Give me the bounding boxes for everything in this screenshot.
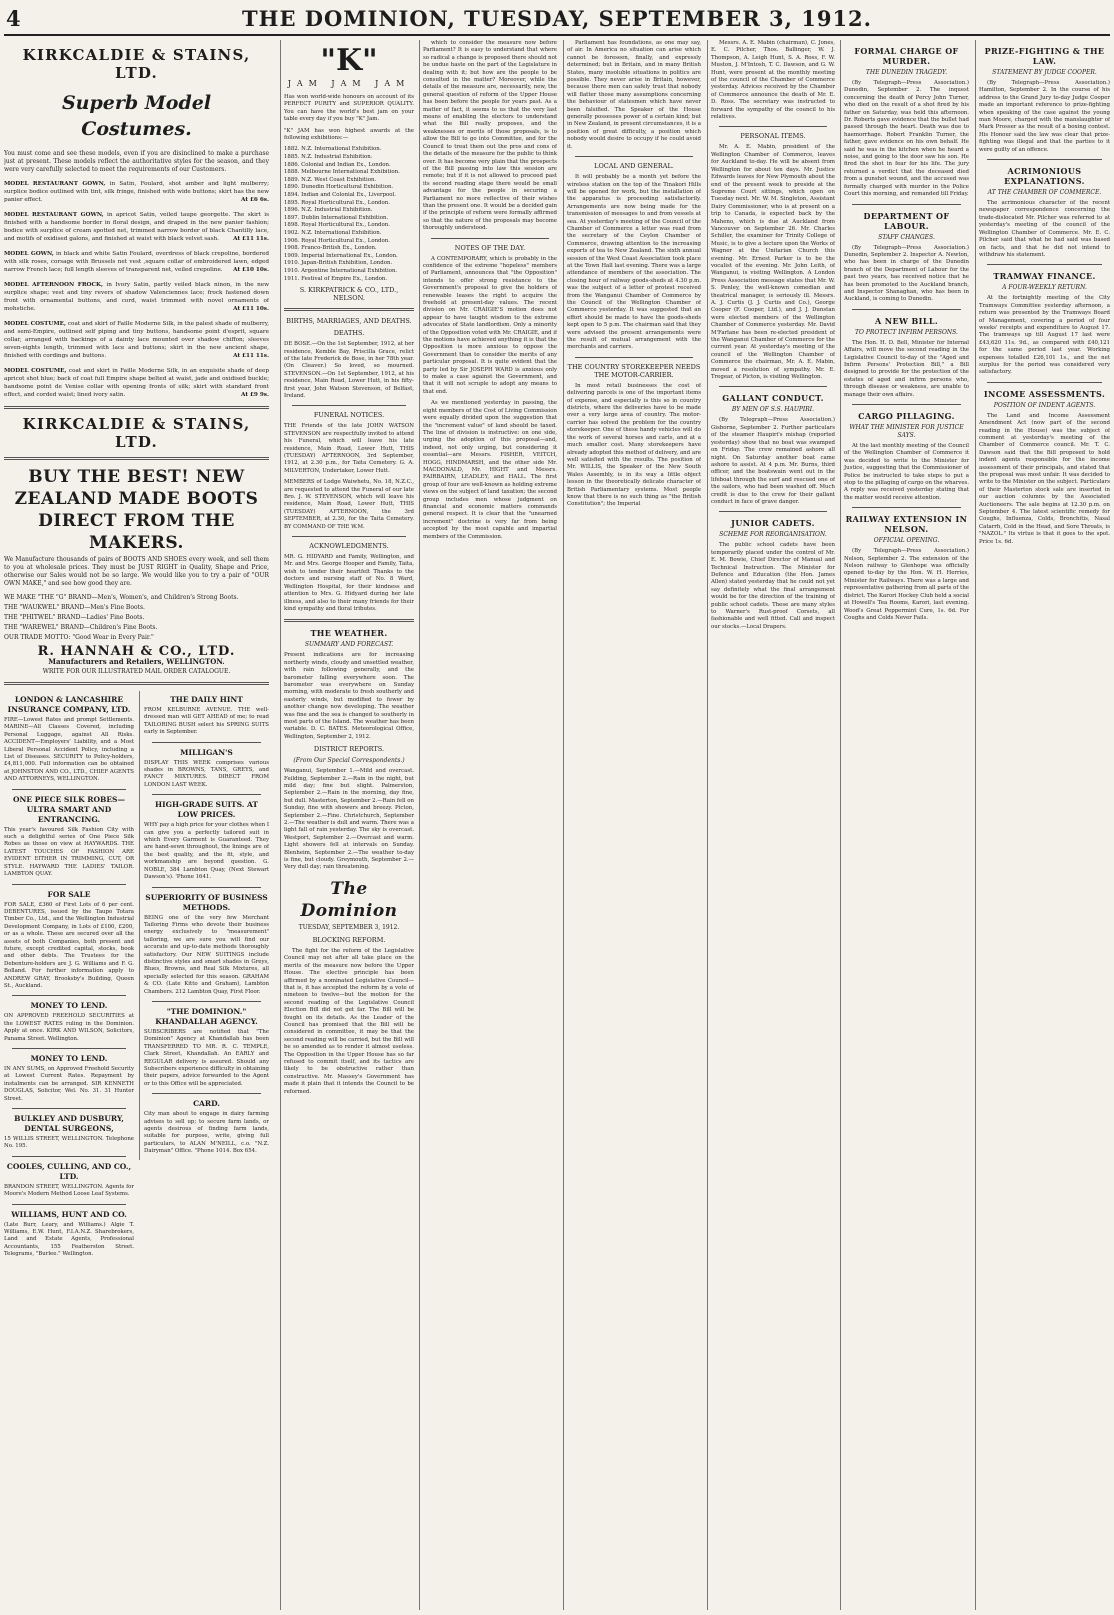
divider — [152, 1093, 261, 1094]
article-text: Parliament has foundations, as one may say, of air. In America no situation can arise which cannot be foreseen, finally, and expressly determined; but in Britain, and in many British States, many insoluble situations in politics are possible. They never arise in Britain, however, because there men can safely trust that nobody will flatter those many assumptions concerning the behaviour of statesmen which have never been falsified. The Speaker of the House generally possesses power of a certain kind; but in New Zealand, in present circumstances, it is a position of great difficulty, a position which nobody would desire to occupy if he could avoid it. — [567, 40, 701, 150]
deaths-text: DE BOSE.—On the 1st September, 1912, at her residence, Kemble Bay, Priscilla Grace, relict of the late Frederick de Bose, in her 78th year. (On Cleaver.) So loved, so mourned. STEVENSON.—On 1st September, 1912, at his residence, Main Road, Lower Hutt, in his fifty-first year, John Watson Stevenson, of Belfast, Ireland. — [284, 341, 414, 399]
funeral-heading: FUNERAL NOTICES. — [313, 411, 385, 420]
divider — [4, 682, 269, 685]
weather-text: Present indications are for increasing northerly winds, cloudy and unsettled weather, with rain following generally, and the barometer falling everywhere soon. The barometer was everywhere on Sunday morning, with moderate to fresh southerly and easterly winds, but modified to fewer by another change now developing. The weather was fine and the sea is changed to southerly in most parts of the Island. The weather has been variable. D. C. BATES. Meteorological Office, Wellington, September 2, 1912. — [284, 652, 414, 740]
divider — [12, 995, 126, 996]
cargo-text: At the last monthly meeting of the Council of the Wellington Chamber of Commerce it was decided to write to the Minister for Justice, suggesting that the Commissioner of Police be instructed to take steps to put a stop to the pillaging of cargo on the wharves. A reply was received yesterday stating that the matter would receive attention. — [844, 443, 969, 501]
murder-text: (By Telegraph—Press Association.) Dunedin, September 2. The inquest concerning the death of Percy John Turner, who died on the result of a shot fired by his father on Saturday, was held this afternoon. Dr. Roberts gave evidence that the bullet had passed through the heart. Death was due to haemorrhage. Robert Franklin Turner, the father, gave evidence on his own behalf. He said he was in the kitchen when he heard a noise, and going to the door saw his son. He fired the shot in fear for his life. The jury returned a verdict that the deceased died from a gunshot wound, and the accused was formally charged with murder in the Police Court this morning, and remanded till Friday. — [844, 80, 969, 198]
divider — [152, 1001, 261, 1002]
exhibition-item: 1882. N.Z. International Exhibition. — [284, 146, 382, 153]
ad-title: BULKLEY AND DUSBURY, DENTAL SURGEONS, — [14, 1114, 124, 1134]
prize-heading: PRIZE-FIGHTING & THE LAW. — [984, 46, 1105, 66]
editorial-heading: BLOCKING REFORM. — [312, 935, 386, 944]
bill-text: The Hon. H. D. Bell, Minister for Internal Affairs, will move the second reading in the Legislative Council to-day of the "Aged and Infirm Persons' Protection Bill," a Bill designed to provide for the protection of the estates of aged and infirm persons who, through disease or weakness, are unable to manage their own affairs. — [844, 339, 969, 398]
ad-text: 15 WILLIS STREET, WELLINGTON. Telephone No. 195. — [4, 1136, 134, 1150]
model-item: MODEL COSTUME, coat and skirt of Faille Moderne Silk, in the palest shade of mulberry, and semi-Empire, outlined self piping and tiny buttons, handsome point d'esprit, square collar, arranged with backings of a dainty lace mounted over shadow chiffon; sleeves seven-eights length, trimmed with lace and buttons; skirt in the new ancient shape, finished with cordings and buttons. At £11 11s. — [4, 321, 269, 359]
article-text: Messrs. A. E. Mabin (chairman), C. Jones, E. C. Pilcher, Thos. Ballinger, W. J. Thompson, A. Leigh Hunt, S. A. Ross, F. W. Muston, J. M'Intosh, T. C. Dawson, and G. W. Hunt, were present at the monthly meeting of the council of the Chamber of Commerce yesterday. Advices received by the Chamber of Commerce announce the death of Mr. E. D. Ross. The secretary was instructed to forward the sympathy of the council to his relatives. — [711, 40, 835, 121]
divider — [12, 1204, 126, 1205]
advert-split — [4, 691, 269, 1541]
k-footer: S. KIRKPATRICK & CO., LTD., NELSON. — [299, 286, 399, 303]
divider — [4, 406, 269, 409]
column-6 — [840, 40, 969, 1610]
gallant-sub: BY MEN OF S.S. HAUPIRI. — [731, 406, 815, 414]
jam-row: JAM JAM JAM — [287, 79, 411, 88]
ad-text: BRANDON STREET, WELLINGTON. Agents for Moore's Modern Method Loose Leaf Systems. — [4, 1183, 134, 1198]
ack-heading: ACKNOWLEDGMENTS. — [309, 542, 389, 551]
personal-text: Mr. A. E. Mabin, president of the Wellington Chamber of Commerce, leaves for Auckland to-day. He will be absent from Wellington for about ten days. Mr. Justice Edwards leaves for New Plymouth about the end of the present week to preside at the Supreme Court sittings, which open on Tuesday next. Mr. W. M. Singleton, Assistant Dairy Commissioner, who is at present on a trip to Canada, is expected back by the Maheno, which is due at Auckland from Vancouver on September 26. Mr. Charles Schiller, the examiner for Trinity College of Music, is to give a lecture upon the Works of Wagner at the Unitarian Church this evening. Mr. Ernest Parker is to be the vocalist of the evening. Mr. John Leith, of Wanganui, is visiting Wellington. A London Press Association message states that Mr. W. S. Penley, the well-known comedian and theatrical manager, is seriously ill. Messrs. A. J. Curtis (J. J. Curtis and Co.), George Cooper (F. Cooper, Ltd.), and J. J. Dunstan were elected members of the Wellington Chamber of Commerce yesterday. Mr. David M'Farlane has been re-elected president of the Wanganui Chamber of Commerce for the current year. At yesterday's meeting of the council of the Wellington Chamber of Commerce the chairman, Mr. A. E. Mabin, moved a resolution of sympathy. Mr. E. Tregear, of Picton, is visiting Wellington. — [711, 144, 835, 381]
k-intro: Has won world-wide honours on account of its PERFECT PURITY and SUPERIOR QUALITY. You can have the world's best jam on your table every day if you buy "K" Jam. — [284, 94, 414, 123]
ad-title: SUPERIORITY OF BUSINESS METHODS. — [145, 892, 268, 912]
divider — [292, 536, 406, 537]
ad-text: WHY pay a high price for your clothes when I can give you a perfectly tailored suit in which Every Garment is Guaranteed. They are hand-sewn throughout, the linings are of the best quality, and the fit, style, and workmanship are beyond question. G. NOBLE, 384 Lambton Quay, (Next Stewart Dawson's). 'Phone 1641. — [144, 822, 269, 881]
divider — [284, 308, 414, 311]
advert-left-column — [4, 691, 134, 1263]
model-item: MODEL GOWN, in black and white Satin Foulard, overdress of black crepoline, bordered with silk roses, corsage with Brussels net vest ,square collar of embroidered lawn, edged narrow French lace; full length sleeves of transparent net, veiled crepoline. At £10 10s. — [4, 251, 269, 273]
cadets-heading: JUNIOR CADETS. — [731, 518, 815, 529]
divider — [152, 742, 261, 743]
divider — [575, 357, 693, 358]
ad-text: City man about to engage in dairy farming advises to sell up; to secure farm lands, or agents desirous of finding farm lands, suitable for purpose, write, giving full particulars, to ALAN M'NEILL, c.o. "N.Z. Dairyman" Office. "Phone 1014. Box 654. — [144, 1111, 269, 1155]
divider — [12, 1048, 126, 1049]
ad-title: FOR SALE — [47, 889, 91, 899]
district-sub: (From Our Special Correspondents.) — [293, 757, 405, 765]
divider — [431, 238, 549, 239]
ad-title: ONE PIECE SILK ROBES— ULTRA SMART AND ENTRANCING. — [13, 794, 125, 824]
divider — [987, 159, 1102, 160]
murder-sub: THE DUNEDIN TRAGEDY. — [865, 69, 948, 76]
income-text: The Land and Income Assessment Amendment Act (now part of the second reading in the House) was the subject of comment at yesterday's meeting of the Chamber of Commerce council. Mr. T. C. Dawson said that the Bill proposed to hold indent agents responsible for the income assessment of their principals, and stated that the proposal was most unfair. It was decided to write to the Minister on the subject. Particulars of their Masterton stock sale are inserted in our auction columns by the Associated Auctioneers. The sale begins at 12.30 p.m. on September 4. The latest scientific remedy for Coughs, Influenza, Colds, Bronchitis, Nasal Catarrh, Cold in the Head, and Sore Throats, is "NAZOL." Its virtue is that it goes to the spot. Price 1s. 6d. — [979, 412, 1110, 545]
advert-right-column — [139, 691, 269, 1160]
column-7 — [975, 40, 1110, 1610]
boots-line: THE "PHITWEL" BRAND—Ladies' Fine Boots. — [4, 614, 145, 621]
hannah-sub2: WRITE FOR OUR ILLUSTRATED MAIL ORDER CATALOGUE. — [42, 668, 231, 675]
exhibition-item: 1896. N.Z. Industrial Exhibition. — [284, 207, 373, 214]
ad-text: This year's favoured Silk Fashion City with such a delightful series of One Piece Silk Robes as those on view at HAYWARDS. THE LATEST TOUCHES OF FASHION ARE EVIDENT EITHER IN TRIMMING, CUT, OR STYLE. HAYWARD THE LADIES' TAILOR. LAMBTON QUAY. — [4, 826, 134, 878]
divider — [852, 309, 961, 310]
railway-text: (By Telegraph—Press Association.) Nelson, September 2. The extension of the Nelson railway to Glenhope was officially opened to-day by the Hon. W. H. Herries, Minister for Railways. There was a large and representative gathering from all parts of the district. The Karori Hockey Club held a social at Howell's Tea Rooms, Karori, last evening. Wood's Great Peppermint Cure, 1s. 6d. For Coughs and Colds Never Fails. — [844, 548, 969, 621]
divider — [987, 264, 1102, 265]
notes-heading: NOTES OF THE DAY. — [454, 243, 526, 252]
model-item: MODEL AFTERNOON FROCK, in Ivory Satin, partly veiled black ninon, in the new surplice shape; vest and tiny revers of shadow Valenciennes lace; frock fastened down front with ornamental buttons, and cord, waist trimmed with novel ornaments of mohstiche. At £11 10s. — [4, 282, 269, 312]
dateline: TUESDAY, SEPTEMBER 3, 1912. — [298, 923, 400, 931]
ad-text: FIRE—Lowest Rates and prompt Settlements. MARINE—All Classes Covered, including Personal Luggage, against All Risks. ACCIDENT—Employers' Liability, and a Most Liberal Personal Accident Policy, including a List of Diseases. SECURITY to Policy-holders, £4,811,000. Full information can be obtained at JOHNSTON AND CO., LTD., CHIEF AGENTS AND ATTORNEYS, WELLINGTON. — [4, 717, 134, 783]
divider — [719, 126, 827, 127]
bill-heading: A NEW BILL. — [874, 315, 939, 326]
ad-text: ON APPROVED FREEHOLD SECURITIES at the LOWEST RATES ruling in the Dominion. Apply at once. KIRK AND WILSON, Solicitors, Panama Street. Wellington. — [4, 1013, 134, 1042]
article-text-2: As we mentioned yesterday in passing, the eight members of the Cost of Living Commission were equally divided upon the suggestion that the "increment value" of land should be taxed. The line of division is instructive: on one side, urging the adoption of this proposal—and, indeed, not only urging, but considering it essential—are Messrs. FISHER, VEITCH, HOGG, HINDMARSH, and the other side Mr. MACDONALD, Mr. HIGHT and Messrs. FAIRBAIRN, LEADLEY, and HALL. The first group of four are well-known as holding extreme views on the subject of land taxation; the second group includes men whose judgment on financial and economic matters commands general respect. It is clear that the "unearned increment" doctrine is very far from being accepted by the most capable and impartial members of the Commission. — [423, 400, 557, 540]
ad-title: LONDON & LANCASHIRE INSURANCE COMPANY, LTD. — [7, 695, 131, 714]
ad-text: IN ANY SUMS, on Approved Freehold Security at Lowest Current Rates. Repayment by instalments can be arranged. SIR KENNETH DOUGLAS, Solicitor, Wel. No. 31. 31 Hunter Street. — [4, 1066, 134, 1102]
railway-heading: RAILWAY EXTENSION IN NELSON. — [845, 514, 968, 535]
exhibition-item: 1890. Dunedin Horticultural Exhibition. — [284, 184, 394, 191]
personal-heading: PERSONAL ITEMS. — [740, 132, 806, 141]
column-2 — [280, 40, 414, 1610]
exhibition-item: 1906. Royal Horticultural Ex., London. — [284, 237, 390, 244]
page-number: 4 — [6, 6, 21, 31]
exhibition-item: 1897. Dublin International Exhibition. — [284, 214, 389, 221]
tramway-sub: A FOUR-WEEKLY RETURN. — [1002, 284, 1087, 292]
ad-text: FROM KELBURNE AVENUE. THE well-dressed man will GET AHEAD of me; to read TAILORING BUSH select his SPRING SUITS early in September. — [144, 707, 269, 736]
exhibition-item: 1888. Melbourne International Exhibition. — [284, 169, 400, 176]
exhibition-item: 1908. Franco-British Ex., London. — [284, 245, 377, 252]
exhibition-list — [284, 146, 414, 283]
model-item: MODEL RESTAURANT GOWN, in apricot Satin, veiled taupe georgette. The skirt is finished with a handsome border in floral design, and draped in the new panier fashion; bodice with surplice of cream spotted net, trimmed narrow border of black Chantilly lace, and motifs of oxidised galons, and finished at waist with black velvet sash. At £11 11s. — [4, 212, 269, 242]
ad-title: MILLIGAN'S — [180, 747, 233, 757]
ad-title: MONEY TO LEND. — [30, 1054, 108, 1063]
ad-title: CARD. — [193, 1099, 220, 1109]
gallant-text: (By Telegraph—Press Association.) Gisborne, September 2. Further particulars of the steamer Haupiri's mishap (reported yesterday) show that no boat was swamped on Friday. The crew remained ashore all night. On Saturday another boat came ashore to assist. At 4 p.m. Mr. Burns, third officer, and the boatswain went out in the lifeboat through the surf and rescued one of the sailors, who had been washed off. Much credit is due to the crew for their gallant conduct in face of grave danger. — [711, 417, 835, 505]
article-text: which to consider the measure now before Parliament? It is easy to understand that where so radical a change is proposed there should not be undue haste on the part of the Legislature in dealing with it; but how are the people to be consulted in the matter? Moreover, while the details of the measure are, necessarily, new, the general question of reform of the Upper House has been before the people for years past. As a matter of fact, it seems to us that the very last means of enabling the electors to understand what the Bill really proposes, and the weaknesses or merits of those proposals, is to allow the Bill to go into Committee, and for the Council to treat them out the pros and cons of the details of the measure for the public to think over. It has become very plain that the prospects of the Bill passing into law this session are remote; but if it is not allowed to proceed past its second reading stage there would be small advantage for the people in securing a Parliament no more reflective of their wishes than the present one. It would be a decided gain if the principle of reform were formally affirmed so that the nature of the proposals may become thoroughly understood. — [423, 40, 557, 232]
exhibition-item: 1886. Colonial and Indian Ex., London. — [284, 161, 391, 168]
tramway-heading: TRAMWAY FINANCE. — [993, 271, 1096, 282]
model-item: MODEL RESTAURANT GOWN, in Satin, Foulard, shot amber and light mulberry; surplice bodice outlined with tint, silk fringe, finished with wide buttons; skirt has the new panier effect. At £6 6s. — [4, 181, 269, 203]
ad-text: (Late Burr, Leary, and Williams.) Algie T. Williams, E.W. Hunt, F.I.A.N.Z. Sharebrokers, Land and Estate Agents, Professional Accountants, 155 Featherston Street. Telegrams, "Burlee." Wellington. — [4, 1221, 134, 1258]
deaths-heading: DEATHS. — [333, 329, 365, 338]
exhibition-item: 1885. N.Z. Industrial Exhibition. — [284, 154, 373, 161]
divider — [719, 511, 827, 512]
labour-sub: STAFF CHANGES. — [878, 233, 935, 241]
district-heading: DISTRICT REPORTS. — [313, 745, 385, 754]
k-highest: "K" JAM has won highest awards at the following exhibitions:— — [284, 127, 414, 142]
prize-sub: STATEMENT BY JUDGE COOPER. — [992, 69, 1097, 76]
divider — [852, 404, 961, 405]
divider — [152, 887, 261, 888]
bmd-heading: BIRTHS, MARRIAGES, AND DEATHS. — [286, 317, 412, 326]
exhibition-item: 1902. N.Z. International Exhibition. — [284, 229, 382, 236]
boots-title: BUY THE BEST! NEW ZEALAND MADE BOOTS DIRECT FROM THE MAKERS. — [14, 467, 259, 553]
ad-text: BEING one of the very few Merchant Tailoring Firms who devote their business energy exclusively to "measurement" tailoring, we are sure you will find our accurate and up-to-date methods thoroughly satisfactory. Our NEW SUITINGS include distinctive styles and smart shades in Greys, Blues, Browns, and Real Silk Mixtures, all specially selected for this season. GRAHAM & CO. (Late Kitto and Graham), Lambton Chambers. 212 Lambton Quay, First Floor. — [144, 914, 269, 995]
divider — [152, 794, 261, 795]
local-heading: LOCAL AND GENERAL. — [594, 162, 674, 171]
prize-text: (By Telegraph—Press Association.) Hamilton, September 2. In the course of his address to the Grand Jury to-day Judge Cooper made an important reference to prize-fighting when speaking of the case against the young man Moore, charged with the manslaughter of Mark Prosser as the result of a boxing contest. His Honour said the law was clear that prize-fighting was illegal and that the parties to it were guilty of an offence. — [979, 80, 1110, 153]
divider — [292, 405, 406, 406]
divider — [12, 789, 126, 790]
divider — [852, 204, 961, 205]
model-item: MODEL COSTUME, coat and skirt in Faille Moderne Silk, in an exquisite shade of deep apricot shot blue; back of coat full Empire shape belted at waist, jade and oxidised buckle; handsome point de Venise collar with opening fronts of silk; skirt with standard front effect, and corded waist; lined ivory satin. At £9 9s. — [4, 368, 269, 398]
editorial-text: The fight for the reform of the Legislative Council may not after all take place on the merits of the measure now before the Upper House. The elective principle has been affirmed by a nominated Legislative Council—that is, it has accepted the reform by a vote of nineteen to twelve—but the motion for the second reading of the Legislative Council Election Bill did not get far. The Bill will be fought on its details. As the Leader of the Council has promised that the Bill will be considered in committee, it may be that the second reading will be carried, but the Bill will be so amended as to render it almost useless. The Opposition in the Upper House has so far refused to commit itself, and its tactics are likely to be obstructive rather than constructive. Mr. Massey's Government has made it plain that it intends the Council to be reformed. — [284, 947, 414, 1095]
boots-intro: We Manufacture thousands of pairs of BOOTS AND SHOES every week, and sell them to you at wholesale prices. They must be JUST RIGHT in Quality, Shape and Price, otherwise our Sales would not be so large. We would like you to try a pair of "OUR OWN MAKE," and see how good they are. — [4, 556, 269, 587]
local-text: It will probably be a month yet before the wireless station on the top of the Tinakori Hills will be opened for work, but the installation of the apparatus is proceeding satisfactorily. Arrangements are now being made for the transmission of messages to and from vessels at sea. At yesterday's meeting of the Council of the Chamber of Commerce a letter was read from the secretary of the Ceylon Chamber of Commerce, drawing attention to the increasing exports of tea to New Zealand. The sixth annual session of the West Coast Association took place at the Town Hall last evening. There was a large attendance of members of the association. The closing hour of railway goods-sheds at 4.30 p.m. was the subject of a letter of protest received from the Wanganui Chamber of Commerce by the Council of the Wellington Chamber of Commerce yesterday. It was suggested that an effort should be made to have the goods-sheds kept open to 5 p.m. The chairman said that they were advised the present arrangements were the result of mutual arrangement with the merchants and carriers. — [567, 174, 701, 351]
advert-column — [4, 40, 269, 1610]
exhibition-item: 1895. Royal Horticultural Ex., London. — [284, 199, 390, 206]
storekeeper-heading: THE COUNTRY STOREKEEPER NEEDS THE MOTOR-CARRIER. — [567, 362, 701, 379]
masthead-rule — [4, 34, 1110, 36]
acrimonious-text: The acrimonious character of the recent newspaper correspondence concerning the trade-dislocated Mr. Pilcher was referred to at yesterday's meeting of the council of the Wellington Chamber of Commerce. Mr. E. C. Pilcher said that what he had said was based on facts, and that he did not intend to withdraw his statement. — [979, 200, 1110, 258]
weather-sub: SUMMARY AND FORECAST. — [304, 641, 394, 649]
boots-line: WE MAKE "THE "G" BRAND—Men's, Women's, and Children's Strong Boots. — [4, 594, 239, 601]
newspaper-title: THE DOMINION, TUESDAY, SEPTEMBER 3, 1912. — [242, 6, 872, 31]
weather-heading: THE WEATHER. — [310, 628, 388, 639]
exhibition-item: 1894. Indian and Colonial Ex., Liverpool. — [284, 192, 396, 198]
kirkcaldie-heading-2: KIRKCALDIE & STAINS, LTD. — [22, 415, 251, 451]
exhibition-item: 1909. Imperial International Ex., London. — [284, 252, 398, 259]
exhibition-item: 1911. Festival of Empire Ex., London. — [284, 275, 388, 282]
acrimonious-heading: ACRIMONIOUS EXPLANATIONS. — [1004, 166, 1085, 187]
k-jam-logo: "K" — [320, 43, 378, 78]
ad-text: DISPLAY THIS WEEK comprises various shades in BROWNS, TANS, GREYS, and FANCY MIXTURES. DIRECT FROM LONDON LAST WEEK. — [144, 759, 269, 788]
tramway-text: At the fortnightly meeting of the City Tramways Committee yesterday afternoon, a return was presented by the Tramways Board of Management, covering a period of four weeks' receipts and expenditure to August 17. The tramways up till August 17 last were £43,620 11s. 9d., as compared with £40,121 for the same period last year. Working expenses totalled £26,101 1s., and the net surplus for the period was considered very satisfactory. — [979, 295, 1110, 376]
ad-title: "THE DOMINION." KHANDALLAH AGENCY. — [155, 1006, 258, 1026]
railway-sub: OFFICIAL OPENING. — [873, 537, 940, 545]
bill-sub: TO PROTECT INFIRM PERSONS. — [855, 328, 958, 336]
column-3 — [419, 40, 557, 1610]
column-4 — [563, 40, 701, 1610]
divider — [12, 1156, 126, 1157]
ad-text: FOR SALE, £360 of First Lots of 6 per cent. DEBENTURES, issued by the Taupo Totara Timber Co., Ltd., and the Wellington Industrial Development Company, in Lots of £100, £200, or as a whole. These are secured over all the assets of both Companies, both present and future, except credited capital, stocks, book and other debts. The Trustees for the Debenture-holders are J. G. Williams and F. G. Bolland. For further information apply to ANDREW GRAY, Brooksby's Building, Queen St., Auckland. — [4, 901, 134, 989]
column-5 — [707, 40, 835, 1610]
storekeeper-text: In most retail businesses the cost of delivering parcels is one of the important items of expense, and especially is this so in country districts, where the deliveries have to be made over a very large area of country. The motor-carrier has solved the problem for the country storekeeper. One of these handy vehicles will do the work of several horses and carts, and at a much smaller cost. Many storekeepers have already adopted this method of delivery, and are well satisfied with the results. The position of Mr. WILLIS, the Speaker of the New South Wales Assembly, is in its way a little object lesson in the theoretically delicate character of British Parliamentary systems. Most people know that there is no such thing as "the British Constitution"; the Imperial — [567, 382, 701, 508]
exhibition-item: 1910. Argentine International Exhibition. — [284, 267, 398, 274]
income-sub: POSITION OF INDENT AGENTS. — [993, 401, 1096, 409]
boots-line: OUR TRADE MOTTO: "Good Wear in Every Pair." — [4, 634, 154, 641]
exhibition-item: 1889. N.Z. West Coast Exhibition. — [284, 176, 377, 183]
murder-heading: FORMAL CHARGE OF MURDER. — [854, 46, 959, 66]
ad-title: MONEY TO LEND. — [30, 1001, 108, 1011]
ack-text: MR. G. HIDYARD and Family, Wellington, and Mr. and Mrs. George Hooper and Family, Taita, wish to tender their heartfelt Thanks to the doctors and nursing staff of No. 8 Ward, Wellington Hospital, for their kindness and attention to Mrs. G. Hidyard during her late illness, and also to their many friends for their kind sympathy and floral tributes. — [284, 554, 414, 612]
divider — [987, 382, 1102, 383]
district-text: Wanganui, September 1.—Mild and overcast. Feilding, September 2.—Rain in the night, but mild day; fine but slight. Palmerston, September 2.—Rain in the morning, day fine, but dull. Masterton, September 2.—Rain fell on Sunday, fine with showers and breezy. Picton, September 2.—Fine. Christchurch, September 2.—The weather is dull and warm. There was a light fall of rain yesterday. The sky is overcast. Westport, September 2.—Overcast and warm. Light showers fell at intervals on Sunday. Blenheim, September 2.—The weather to-day is fine, but cloudy. Greymouth, September 2.—Very dull day; rain threatening. — [284, 768, 414, 871]
exhibition-item: 1910. Japan-British Exhibition, London. — [284, 260, 393, 267]
costumes-intro: You must come and see these models, even if you are disinclined to make a purchase just at present. These models reflect the authoritative styles for the season, and they were very carefully selected to meet the requirements of our Customers. — [4, 150, 269, 173]
notes-text: A CONTEMPORARY, which is probably in the confidence of the extreme "hopeless" members of Parliament, announces that "the Opposition" intends to offer strong resistance to the Government's proposal to give the holders of renewable leases the right to acquire the freehold at present-day values. The recent division on Mr. CRAIGIE'S motion does not appear to have taught wisdom to the extreme advocates of State landlordism. Only a minority of the Opposition voted with Mr. CRAIGIE, and if the motions have achieved anything it is that the Opposition is more anxious to oppose the Government than to consider the merits of any particular proposal. It is quite evident that the party led by Sir JOSEPH WARD is anxious only to make a case against the Government, and that it will not scruple to adopt any means to that end. — [423, 255, 557, 395]
divider — [575, 156, 693, 157]
gallant-heading: GALLANT CONDUCT. — [722, 393, 824, 404]
acrimonious-sub: AT THE CHAMBER OF COMMERCE. — [987, 189, 1102, 197]
ad-title: WILLIAMS, HUNT AND CO. — [11, 1209, 127, 1219]
cargo-heading: CARGO PILLAGING. — [858, 411, 955, 421]
divider — [12, 884, 126, 885]
divider — [4, 457, 269, 460]
superb-costumes-heading: Superb Model Costumes. — [61, 92, 212, 140]
income-heading: INCOME ASSESSMENTS. — [983, 388, 1106, 399]
ad-text: SUBSCRIBERS are notified that "The Dominion" Agency at Khandallah has been TRANSFERRED TO MR. R. C. TEMPLE, Clark Street, Khandallah. An EARLY and REGULAR delivery is assured. Should any Subscribers experience difficulty in obtaining their papers, advice forwarded to the Agent or to this Office will be appreciated. — [144, 1028, 269, 1087]
divider — [852, 507, 961, 508]
funeral-text-2: MEMBERS of Lodge Waiwhetu, No. 18, N.Z.C., are requested to attend the Funeral of our late Bro. J. W. STEVENSON, which will leave his residence, Main Road, Lower Hutt, THIS (TUESDAY) AFTERNOON, the 3rd SEPTEMBER, at 2.30, for the Taita Cemetery. BY COMMAND OF THE W.M. — [284, 479, 414, 530]
cadets-sub: SCHEME FOR REORGANISATION. — [719, 531, 827, 539]
ad-title: HIGH-GRADE SUITS. AT LOW PRICES. — [155, 800, 258, 820]
ad-title: THE DAILY HINT — [170, 695, 243, 704]
boots-line: THE "WAUKWEL" BRAND—Men's Fine Boots. — [4, 604, 145, 611]
masthead — [0, 0, 1114, 38]
ad-title: COOLES, CULLING, AND CO., LTD. — [6, 1161, 132, 1181]
boots-line: THE "WAREWEL" BRAND—Children's Fine Boots. — [4, 624, 158, 631]
labour-text: (By Telegraph—Press Association.) Dunedin, September 2. Inspector A. Newton, who has been in charge of the Dunedin branch of the Department of Labour for the past two years, has received notice that he has been promoted to the Auckland branch, and Inspector Shanaghan, who has been in Auckland, is coming to Dunedin. — [844, 244, 969, 303]
cadets-text: The public school cadets have been temporarily placed under the control of Mr. E. M. Bowie, Chief Director of Manual and Technical Instruction. The Minister for Defence and Education (the Hon. James Allen) stated yesterday that he could not yet say definitely what the final arrangement would be for the direction of the training of public school cadets. These are many styles to Warner's Rust-proof Corsets, all fashionable and well fitted. Call and inspect our stocks.—Local Drapers. — [711, 542, 835, 630]
dominion-logo: The Dominion — [300, 878, 398, 921]
hannah-heading: R. HANNAH & CO., LTD. — [37, 644, 236, 659]
labour-heading: DEPARTMENT OF LABOUR. — [863, 210, 950, 231]
divider — [719, 386, 827, 387]
hannah-sub: Manufacturers and Retailers, WELLINGTON. — [48, 657, 225, 666]
exhibition-item: 1898. Royal Horticultural Ex., London. — [284, 222, 390, 229]
funeral-text: THE Friends of the late JOHN WATSON STEVENSON are respectfully invited to attend his Funeral, which will leave his late residence, Main Road, Lower Hutt, THIS (TUESDAY) AFTERNOON, 3rd September, 1912, at 2.30 p.m., for Taita Cemetery. G. A. MILVERTON, Undertaker, Lower Hutt. — [284, 423, 414, 474]
cargo-sub: WHAT THE MINISTER FOR JUSTICE SAYS. — [849, 424, 964, 439]
divider — [12, 1108, 126, 1109]
divider — [284, 619, 414, 622]
kirkcaldie-heading: KIRKCALDIE & STAINS, LTD. — [22, 46, 251, 82]
